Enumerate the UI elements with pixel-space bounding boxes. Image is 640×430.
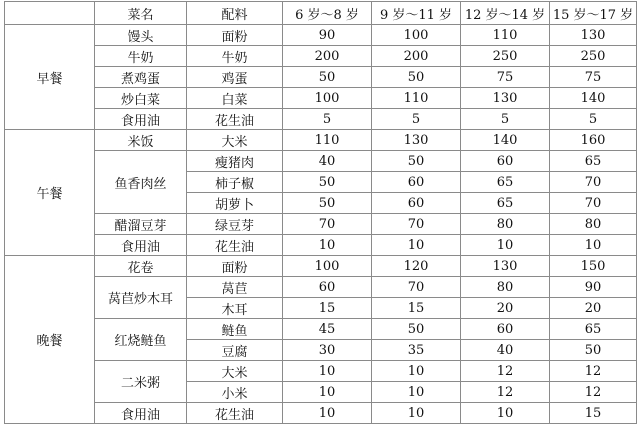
dish-cell: 二米粥 (95, 361, 187, 403)
dish-cell: 米饭 (95, 130, 187, 151)
value-cell: 50 (283, 172, 372, 193)
value-cell: 12 (461, 361, 550, 382)
meal-cell: 午餐 (5, 130, 95, 256)
table-row (5, 277, 637, 298)
value-cell: 110 (283, 130, 372, 151)
value-cell: 100 (283, 88, 372, 109)
value-cell: 90 (550, 277, 637, 298)
ingredient-cell: 绿豆芽 (187, 214, 283, 235)
ingredient-cell: 木耳 (187, 298, 283, 319)
value-cell: 130 (461, 256, 550, 277)
ingredient-cell: 白菜 (187, 88, 283, 109)
dish-cell: 红烧鲢鱼 (95, 319, 187, 361)
value-cell: 100 (283, 256, 372, 277)
table-row (5, 25, 637, 46)
value-cell: 30 (283, 340, 372, 361)
value-cell: 10 (283, 382, 372, 403)
value-cell: 12 (550, 382, 637, 403)
dish-cell: 莴苣炒木耳 (95, 277, 187, 319)
dish-cell: 食用油 (95, 235, 187, 256)
value-cell: 60 (372, 172, 461, 193)
header-cell-dish: 菜名 (95, 2, 187, 25)
value-cell: 110 (372, 88, 461, 109)
ingredient-cell: 鲢鱼 (187, 319, 283, 340)
table-row (5, 319, 637, 340)
header-row (5, 2, 637, 25)
value-cell: 50 (283, 193, 372, 214)
value-cell: 12 (550, 361, 637, 382)
value-cell: 200 (372, 46, 461, 67)
ingredient-cell: 花生油 (187, 403, 283, 424)
value-cell: 75 (550, 67, 637, 88)
value-cell: 65 (550, 151, 637, 172)
value-cell: 80 (550, 214, 637, 235)
value-cell: 50 (372, 67, 461, 88)
dish-cell: 花卷 (95, 256, 187, 277)
ingredient-cell: 花生油 (187, 109, 283, 130)
ingredient-cell: 鸡蛋 (187, 67, 283, 88)
header-cell-age-12-14: 12 岁～14 岁 (461, 2, 550, 25)
value-cell: 15 (283, 298, 372, 319)
value-cell: 40 (283, 151, 372, 172)
table-row (5, 88, 637, 109)
table-row (5, 403, 637, 424)
menu-table (4, 1, 637, 424)
value-cell: 10 (283, 361, 372, 382)
table-row (5, 235, 637, 256)
ingredient-cell: 面粉 (187, 25, 283, 46)
value-cell: 250 (550, 46, 637, 67)
value-cell: 20 (550, 298, 637, 319)
value-cell: 70 (372, 214, 461, 235)
header-cell-age-15-17: 15 岁～17 岁 (550, 2, 637, 25)
value-cell: 45 (283, 319, 372, 340)
value-cell: 65 (461, 172, 550, 193)
value-cell: 160 (550, 130, 637, 151)
value-cell: 5 (372, 109, 461, 130)
value-cell: 65 (550, 319, 637, 340)
ingredient-cell: 大米 (187, 130, 283, 151)
value-cell: 130 (372, 130, 461, 151)
header-cell-ingredient: 配料 (187, 2, 283, 25)
value-cell: 80 (461, 277, 550, 298)
table-row (5, 256, 637, 277)
table-row (5, 109, 637, 130)
dish-cell: 牛奶 (95, 46, 187, 67)
value-cell: 100 (372, 25, 461, 46)
value-cell: 140 (461, 130, 550, 151)
ingredient-cell: 瘦猪肉 (187, 151, 283, 172)
dish-cell: 醋溜豆芽 (95, 214, 187, 235)
ingredient-cell: 莴苣 (187, 277, 283, 298)
dish-cell: 煮鸡蛋 (95, 67, 187, 88)
value-cell: 70 (372, 277, 461, 298)
value-cell: 50 (550, 340, 637, 361)
dish-cell: 食用油 (95, 403, 187, 424)
value-cell: 60 (461, 319, 550, 340)
value-cell: 60 (283, 277, 372, 298)
table-row (5, 67, 637, 88)
value-cell: 35 (372, 340, 461, 361)
header-cell-age-6-8: 6 岁～8 岁 (283, 2, 372, 25)
table-row (5, 361, 637, 382)
value-cell: 130 (461, 88, 550, 109)
value-cell: 110 (461, 25, 550, 46)
value-cell: 10 (372, 235, 461, 256)
table-row (5, 151, 637, 172)
value-cell: 70 (283, 214, 372, 235)
ingredient-cell: 大米 (187, 361, 283, 382)
ingredient-cell: 花生油 (187, 235, 283, 256)
table-row (5, 130, 637, 151)
value-cell: 60 (372, 193, 461, 214)
value-cell: 50 (372, 319, 461, 340)
value-cell: 10 (461, 403, 550, 424)
value-cell: 90 (283, 25, 372, 46)
value-cell: 40 (461, 340, 550, 361)
value-cell: 5 (461, 109, 550, 130)
value-cell: 200 (283, 46, 372, 67)
value-cell: 60 (461, 151, 550, 172)
value-cell: 10 (372, 403, 461, 424)
ingredient-cell: 牛奶 (187, 46, 283, 67)
value-cell: 12 (461, 382, 550, 403)
ingredient-cell: 面粉 (187, 256, 283, 277)
value-cell: 50 (283, 67, 372, 88)
value-cell: 5 (283, 109, 372, 130)
table-row (5, 214, 637, 235)
meal-cell: 早餐 (5, 25, 95, 130)
dish-cell: 炒白菜 (95, 88, 187, 109)
value-cell: 10 (372, 382, 461, 403)
value-cell: 50 (372, 151, 461, 172)
value-cell: 250 (461, 46, 550, 67)
dish-cell: 食用油 (95, 109, 187, 130)
header-cell-meal (5, 2, 95, 25)
dish-cell: 鱼香肉丝 (95, 151, 187, 214)
value-cell: 10 (461, 235, 550, 256)
value-cell: 150 (550, 256, 637, 277)
ingredient-cell: 豆腐 (187, 340, 283, 361)
value-cell: 130 (550, 25, 637, 46)
ingredient-cell: 胡萝卜 (187, 193, 283, 214)
value-cell: 10 (283, 235, 372, 256)
ingredient-cell: 小米 (187, 382, 283, 403)
value-cell: 120 (372, 256, 461, 277)
value-cell: 10 (550, 235, 637, 256)
value-cell: 70 (550, 172, 637, 193)
value-cell: 70 (550, 193, 637, 214)
value-cell: 80 (461, 214, 550, 235)
value-cell: 5 (550, 109, 637, 130)
value-cell: 10 (372, 361, 461, 382)
dish-cell: 馒头 (95, 25, 187, 46)
table-row (5, 46, 637, 67)
value-cell: 140 (550, 88, 637, 109)
value-cell: 20 (461, 298, 550, 319)
header-cell-age-9-11: 9 岁～11 岁 (372, 2, 461, 25)
value-cell: 65 (461, 193, 550, 214)
value-cell: 15 (550, 403, 637, 424)
value-cell: 75 (461, 67, 550, 88)
value-cell: 15 (372, 298, 461, 319)
value-cell: 10 (283, 403, 372, 424)
ingredient-cell: 柿子椒 (187, 172, 283, 193)
meal-cell: 晚餐 (5, 256, 95, 424)
